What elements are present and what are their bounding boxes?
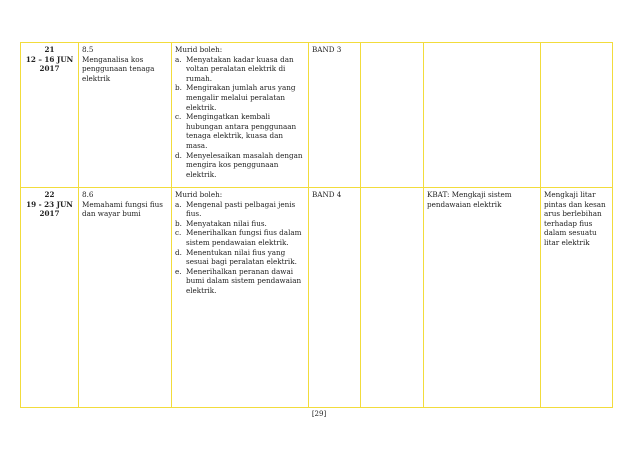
standard-title: Menganalisa kos penggunaan tenaga elektrik (82, 54, 155, 83)
learning-standard-cell (79, 188, 172, 408)
objectives-intro: Murid boleh: (175, 45, 223, 54)
objectives-intro: Murid boleh: (175, 190, 223, 199)
kbat-cell (424, 43, 541, 188)
notes-cell: Mengkaji litar pintas dan kesan arus berlebihan terhadap fius dalam sesuatu litar elektrik (541, 188, 613, 408)
table-row (21, 43, 613, 188)
week-cell (21, 43, 79, 188)
week-number: 21 (44, 45, 55, 54)
band-cell: BAND 4 (309, 188, 361, 408)
lesson-plan-table (20, 42, 613, 408)
list-item: a. Mengenal pasti pelbagai jenis fius. (175, 199, 296, 219)
learning-standard-cell (79, 43, 172, 188)
list-item: c. Mengingatkan kembali hubungan antara penggunaan tenaga elektrik, kuasa dan masa. (175, 112, 297, 150)
table-row (21, 188, 613, 408)
list-item: b. Menyatakan nilai fius. (175, 218, 267, 228)
objectives-list (175, 200, 305, 296)
list-item: a. Menyatakan kadar kuasa dan voltan peralatan elektrik di rumah. (175, 54, 294, 83)
kbat-cell: KBAT: Mengkaji sistem pendawaian elektrik (424, 188, 541, 408)
band-cell: BAND 3 (309, 43, 361, 188)
list-item: b. Mengirakan jumlah arus yang mengalir melalui peralatan elektrik. (175, 83, 296, 112)
standard-title: Memahami fungsi fius dan wayar bumi (82, 199, 163, 219)
week-number: 22 (44, 190, 55, 199)
week-year: 2017 (39, 209, 60, 219)
list-item: c. Menerihalkan fungsi fius dalam sistem pendawaian elektrik. (175, 228, 302, 247)
standard-code: 8.6 (82, 190, 94, 199)
page-number: [29] (311, 410, 327, 418)
week-year: 2017 (39, 64, 60, 74)
empty-cell (361, 188, 424, 408)
list-item: d. Menyelesaikan masalah dengan mengira kos penggunaan elektrik. (175, 150, 303, 179)
objectives-list (175, 55, 305, 180)
list-item: d. Menentukan nilai fius yang sesuai bagi peralatan elektrik. (175, 247, 297, 267)
objectives-cell (172, 188, 309, 408)
week-cell (21, 188, 79, 408)
notes-cell (541, 43, 613, 188)
standard-code: 8.5 (82, 45, 94, 54)
list-item: e. Menerihalkan peranan dawai bumi dalam sistem pendawaian elektrik. (175, 266, 302, 295)
empty-cell (361, 43, 424, 188)
week-dates: 12 – 16 JUN (25, 54, 74, 64)
objectives-cell (172, 43, 309, 188)
week-dates: 19 - 23 JUN (26, 199, 73, 209)
